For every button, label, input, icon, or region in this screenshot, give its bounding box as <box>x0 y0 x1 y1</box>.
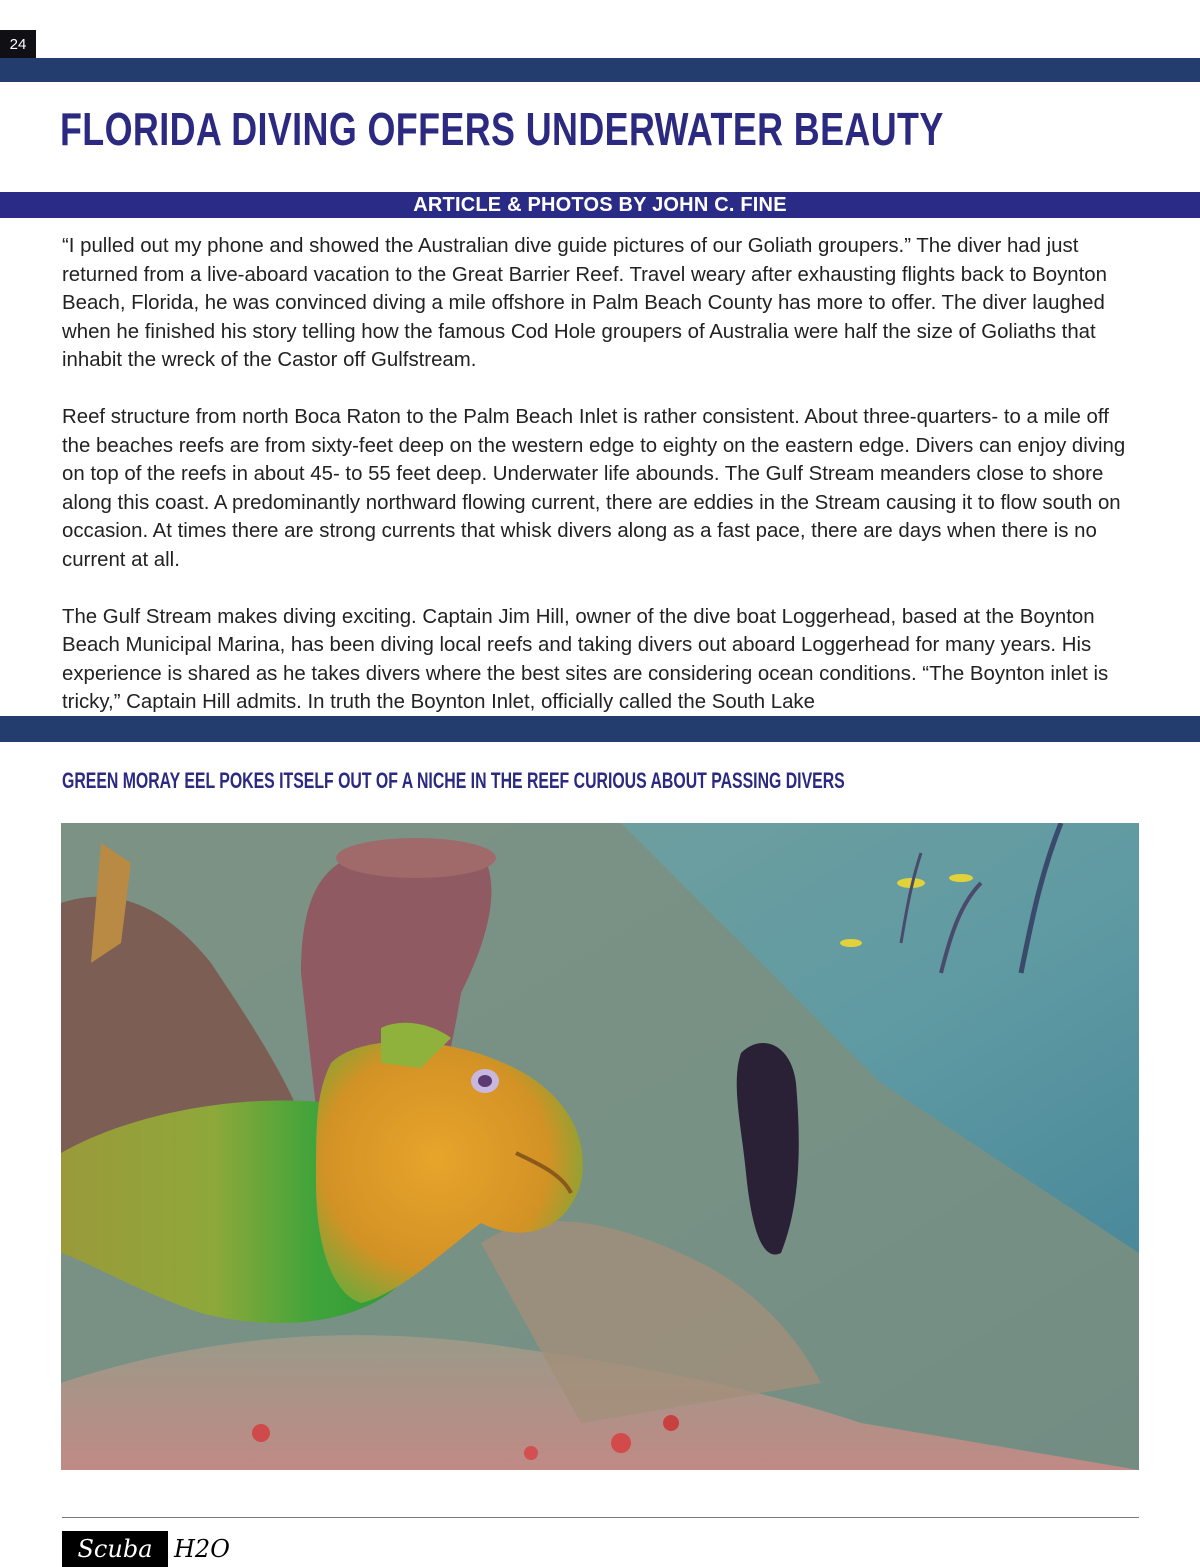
photo-caption: GREEN MORAY EEL POKES ITSELF OUT OF A NICHE IN THE REEF CURIOUS ABOUT PASSING DIVERS <box>62 768 845 793</box>
logo-scuba-text: Scuba <box>62 1531 168 1567</box>
byline-bar <box>0 192 1200 218</box>
top-divider-bar <box>0 58 1200 82</box>
page-number: 24 <box>0 30 36 58</box>
article-title: FLORIDA DIVING OFFERS UNDERWATER BEAUTY <box>60 103 944 155</box>
article-paragraph-3: The Gulf Stream makes diving exciting. Captain Jim Hill, owner of the dive boat Loggerhead, based at the Boynton Beach Municipal Marina, has been diving local reefs and taking divers out aboard Loggerhead for many years. His experience is shared as he takes divers where the best sites are considering ocean conditions. “The Boynton inlet is tricky,” Captain Hill admits. In truth the Boynton Inlet, officially called the South Lake <box>62 605 1109 714</box>
article-paragraph-2: Reef structure from north Boca Raton to the Palm Beach Inlet is rather consistent. About three-quarters- to a mile off the beaches reefs are from sixty-feet deep on the western edge to eighty on the eastern edge. Divers can enjoy diving on top of the reefs in about 45- to 55 feet deep. Underwater life abounds. The Gulf Stream meanders close to shore along this coast. A predominantly northward flowing current, there are eddies in the Stream causing it to flow south on occasion. At times there are strong currents that whisk divers along as a fast pace, there are days when there is no current at all. <box>62 405 1126 571</box>
article-body <box>62 232 1142 745</box>
logo-h2o-text: H2O <box>174 1535 230 1563</box>
scuba-h2o-logo <box>62 1531 230 1567</box>
moray-eel-photo <box>61 823 1139 1470</box>
footer-rule <box>62 1517 1139 1518</box>
mid-divider-bar <box>0 716 1200 742</box>
article-paragraph-1: “I pulled out my phone and showed the Australian dive guide pictures of our Goliath groupers.” The diver had just returned from a live-aboard vacation to the Great Barrier Reef. Travel weary after exhausting flights back to Boynton Beach, Florida, he was convinced diving a mile offshore in Palm Beach County has more to offer. The diver laughed when he finished his story telling how the famous Cod Hole groupers of Australia were half the size of Goliaths that inhabit the wreck of the Castor off Gulfstream. <box>62 235 1107 372</box>
byline: ARTICLE & PHOTOS BY JOHN C. FINE <box>413 193 787 216</box>
